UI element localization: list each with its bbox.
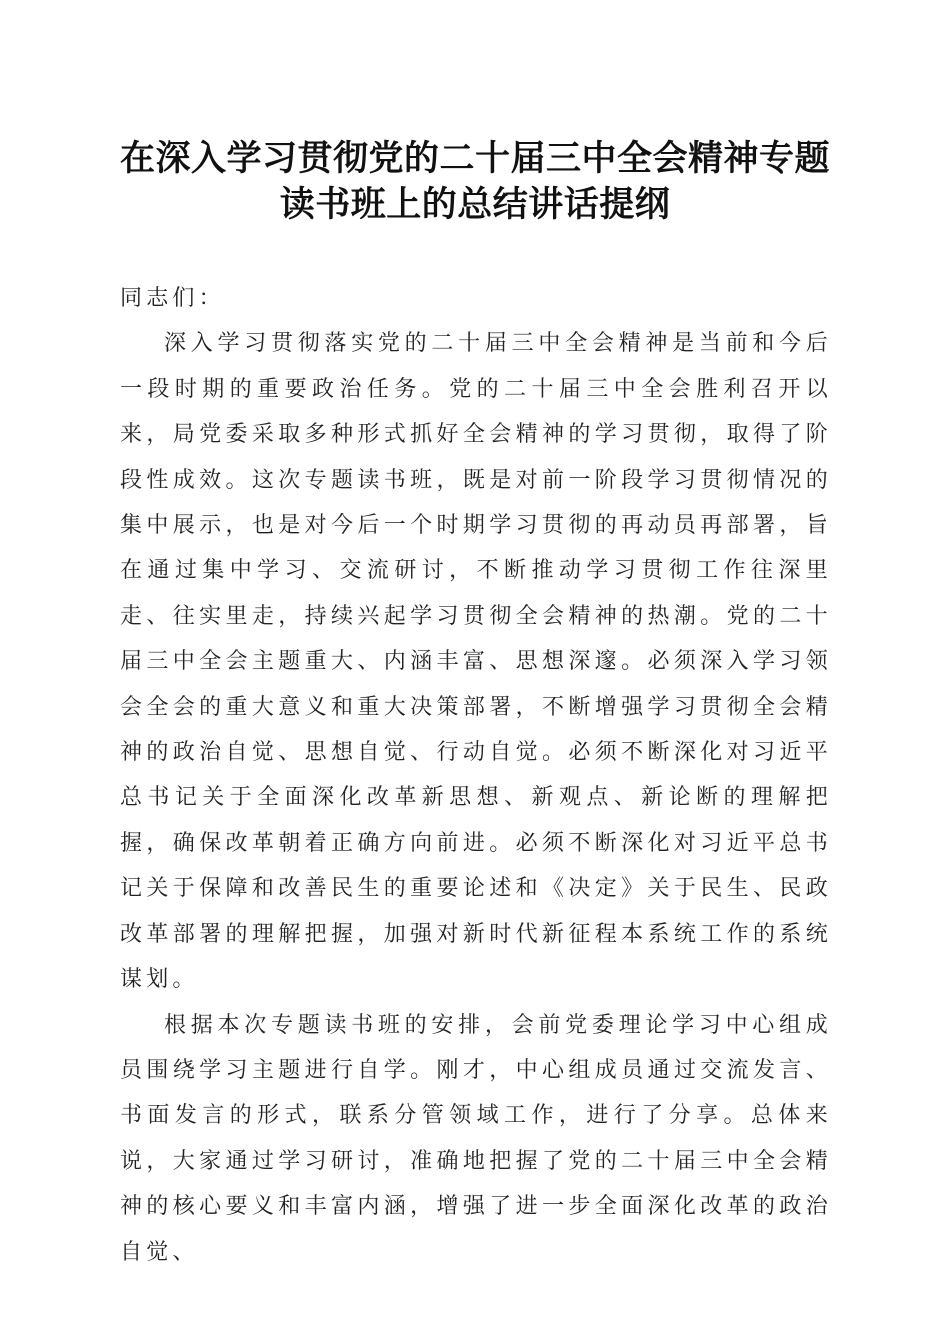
document-title — [100, 136, 850, 228]
title-line-2: 读书班上的总结讲话提纲 — [279, 184, 671, 225]
title-line-1: 在深入学习贯彻党的二十届三中全会精神专题 — [119, 138, 830, 179]
paragraph-1: 深入学习贯彻落实党的二十届三中全会精神是当前和今后一段时期的重要政治任务。党的二十届三中全会胜利召开以来，局党委采取多种形式抓好全会精神的学习贯彻，取得了阶段性成效。这次专题读书班，既是对前一阶段学习贯彻情况的集中展示，也是对今后一个时期学习贯彻的再动员再部署，旨在通过集中学习、交流研讨，不断推动学习贯彻工作往深里走、往实里走，持续兴起学习贯彻全会精神的热潮。党的二十届三中全会主题重大、内涵丰富、思想深邃。必须深入学习领会全会的重大意义和重大决策部署，不断增强学习贯彻全会精神的政治自觉、思想自觉、行动自觉。必须不断深化对习近平总书记关于全面深化改革新思想、新观点、新论断的理解把握，确保改革朝着正确方向前进。必须不断深化对习近平总书记关于保障和改善民生的重要论述和《决定》关于民生、民政改革部署的理解把握，加强对新时代新征程本系统工作的系统谋划。 — [120, 331, 832, 993]
paragraph-2: 根据本次专题读书班的安排，会前党委理论学习中心组成员围绕学习主题进行自学。刚才，中心组成员通过交流发言、书面发言的形式，联系分管领域工作，进行了分享。总体来说，大家通过学习研讨，准确地把握了党的二十届三中全会精神的核心要义和丰富内涵，增强了进一步全面深化改革的政治自觉、 — [120, 1012, 832, 1265]
document-body — [120, 276, 832, 1275]
greeting: 同志们： — [120, 286, 225, 311]
